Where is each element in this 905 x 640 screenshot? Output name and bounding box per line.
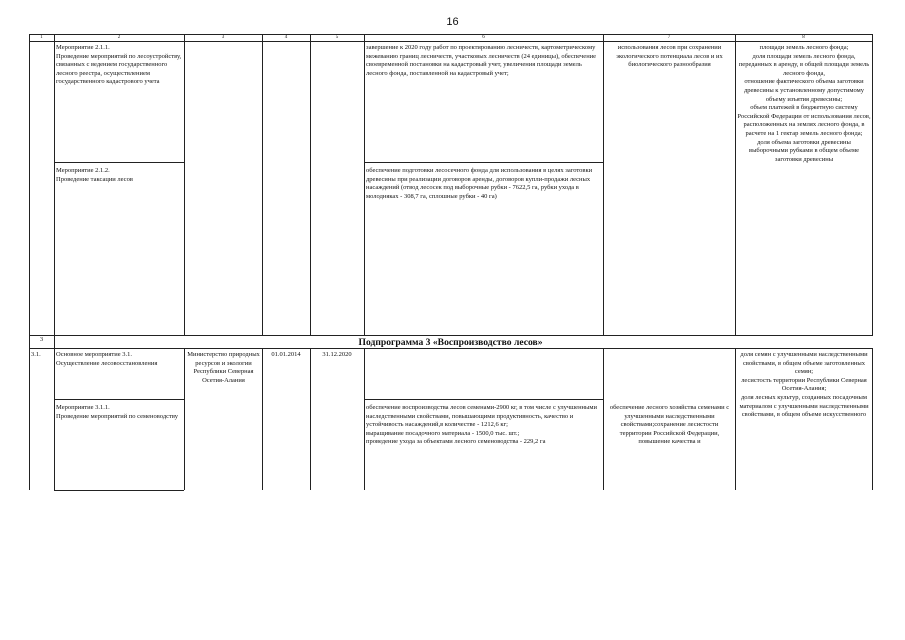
end-date: 31.12.2020: [322, 351, 352, 358]
measure-2-1-1-result: завершение к 2020 году работ по проектированию лесничеств, картометрическому межеванию границ лесничеств, участковых лесничеств (24 единицы), обеспечение своевременной постановки на кадастровый учет, увеличения площади земель лесного фонда, поставленной на кадастровый учет;: [366, 44, 597, 77]
col-num-1: 1: [40, 35, 43, 40]
measure-2-1-1-name: Мероприятие 2.1.1. Проведение мероприятий по лесоустройству, связанных с ведением государственного лесного реестра, осуществлением государственного кадастрового учета: [56, 44, 182, 86]
measure-2-1-2-result: обеспечение подготовки лесосечного фонда для использования в целях заготовки древесины при реализации договоров аренды, договоров купли-продажи лесных насаждений (отвод лесосек под выборочные рубки - 7622,5 га, рубки ухода в молодняках - 308,7 га, сплошные рубки - 40 га): [366, 167, 593, 200]
subprogram-title: Подпрограмма 3 «Воспроизводство лесов»: [358, 337, 543, 348]
col-num-2: 2: [117, 35, 121, 40]
measure-3-1-1-result: обеспечение воспроизводства лесов семенами-2900 кг, в том числе с улучшенными наследственными свойствами, повышающими продуктивность, качество и устойчивость насаждений,в количестве - 1212,6 кг; выращивание посадочного материала - 1500,0 тыс. шт.; проведение ухода за объектами лесного семеноводства - 229,2 га: [366, 404, 597, 446]
measure-3-1-1-target: обеспечение лесного хозяйства семенами с улучшенными наследственными свойствами;сохранение лесистости территории Российской Федерации, повышение качества и: [609, 404, 730, 446]
activity-3-1-number: 3.1.: [31, 351, 41, 358]
activity-3-1-name: Основное мероприятие 3.1. Осуществление лесовосстановления: [56, 351, 158, 367]
activity-3-1-indicators: доля семян с улучшенными наследственными свойствами, в общем объеме заготовленных семян; лесистость территории Республики Северная Осетия-Алания; доля лесных культур, созданных посадочным материалом с улучшенными наследственными свойствами, в общем объеме искусственного: [739, 351, 869, 419]
page-number: 16: [446, 16, 459, 28]
start-date: 01.01.2014: [271, 351, 301, 358]
col-num-3: 3: [221, 35, 225, 40]
col-num-8: 8: [802, 35, 805, 40]
executor: Министерство природных ресурсов и экологии Республики Северная Осетия-Алания: [187, 351, 260, 384]
col-num-6: 6: [482, 35, 485, 40]
block2-indicators: площади земель лесного фонда; доля площади земель лесного фонда, переданных в аренду, в общей площади земель лесного фонда, отношение фактического объема заготовки древесины к установленному допустимому объему изъятия древесины; объем платежей в бюджетную систему Российской Федерации от использования лесов, расположенных на землях лесного фонда, в расчете на 1 гектар земель лесного фонда; доля объема заготовки древесины выборочными рубками в общем объеме заготовки древесины: [737, 44, 871, 163]
measure-3-1-1-name: Мероприятие 3.1.1. Проведение мероприятий по семеноводству: [56, 404, 178, 420]
block2-target-indicators: использования лесов при сохранении экологического потенциала лесов и их биологического разнообразия: [616, 44, 723, 69]
col-num-7: 7: [667, 35, 671, 40]
col-num-5: 5: [335, 35, 339, 40]
measure-2-1-2-name: Мероприятие 2.1.2. Проведение таксации лесов: [56, 167, 133, 183]
col-num-4: 4: [284, 35, 288, 40]
subprogram-number: 3: [39, 336, 44, 343]
